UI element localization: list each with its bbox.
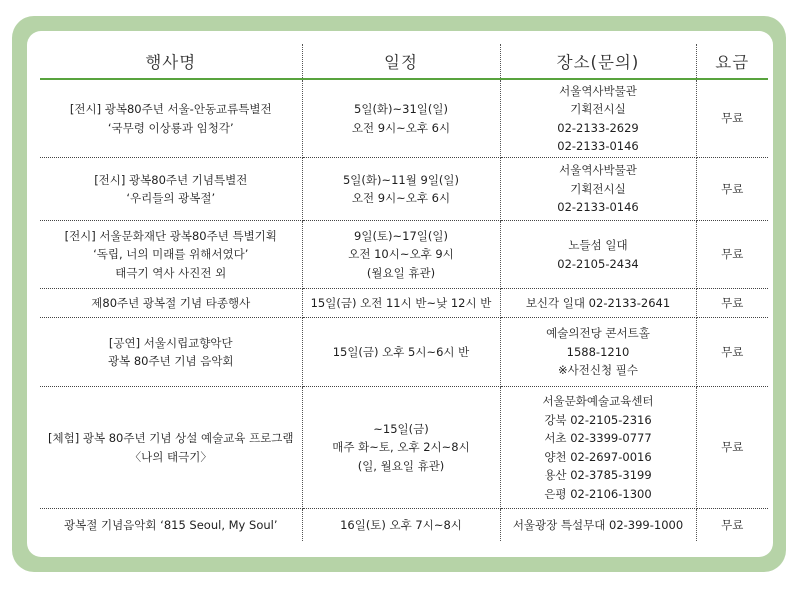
event-name-line: [공연] 서울시립교향악단 [108, 335, 233, 350]
schedule-cell [302, 79, 500, 158]
venue-line: 02-2133-2629 [557, 120, 639, 135]
schedule-line: 9일(토)~17일(일) [354, 228, 448, 243]
schedule-line: (월요일 휴관) [366, 265, 436, 280]
venue-cell [500, 289, 696, 318]
event-name-line: [전시] 서울문화재단 광복80주년 특별기획 [64, 228, 277, 243]
event-name-line: [전시] 광복80주년 기념특별전 [94, 172, 248, 187]
header-event: 행사명 [40, 44, 302, 79]
schedule-cell [302, 221, 500, 289]
fee-cell: 무료 [696, 387, 768, 509]
schedule-line: 5일(화)~31일(일) [354, 102, 448, 116]
header-venue: 장소(문의) [500, 44, 696, 79]
event-name-cell [40, 221, 302, 289]
event-name-cell [40, 289, 302, 318]
venue-cell [500, 158, 696, 221]
schedule-line: 오전 9시~오후 6시 [351, 120, 451, 135]
fee-cell: 무료 [696, 221, 768, 289]
venue-cell [500, 509, 696, 542]
schedule-cell [302, 158, 500, 221]
event-name-line: ‘국무령 이상룡과 임청각’ [107, 120, 234, 135]
venue-line: 서초 02-3399-0777 [544, 431, 652, 445]
venue-line: 02-2133-0146 [557, 139, 639, 153]
event-name-cell [40, 387, 302, 509]
event-name-line: 태극기 역사 사진전 외 [115, 265, 227, 280]
venue-line: 용산 02-3785-3199 [544, 468, 652, 482]
venue-line: 보신각 일대 02-2133-2641 [525, 295, 671, 310]
event-name-cell [40, 318, 302, 387]
fee-cell: 무료 [696, 289, 768, 318]
venue-line: 예술의전당 콘서트홀 [546, 326, 650, 341]
event-name-line: 광복절 기념음악회 ‘815 Seoul, My Soul’ [63, 517, 278, 532]
event-name-line: 〈나의 태극기〉 [129, 449, 212, 464]
event-name-line: 광복 80주년 기념 음악회 [107, 354, 234, 368]
schedule-line: 16일(토) 오후 7시~8시 [340, 517, 462, 532]
venue-line: 서울문화예술교육센터 [542, 394, 654, 408]
venue-line: 서울역사박물관 [559, 83, 637, 98]
fee-cell: 무료 [721, 517, 744, 532]
venue-line: 서울역사박물관 [559, 163, 637, 178]
event-name-line: [전시] 광복80주년 서울-안동교류특별전 [69, 102, 272, 116]
table-row [40, 79, 768, 158]
table-row [40, 387, 768, 509]
event-name-cell [40, 158, 302, 221]
event-name-line: 제80주년 광복절 기념 타종행사 [91, 295, 251, 310]
venue-line: ※사전신청 필수 [558, 363, 638, 378]
fee-cell: 무료 [696, 158, 768, 221]
venue-line: 서울광장 특설무대 02-399-1000 [512, 517, 684, 532]
venue-line: 기획전시실 [570, 181, 626, 196]
table-row [40, 509, 768, 542]
table-row [40, 289, 768, 318]
schedule-line: (일, 월요일 휴관) [357, 458, 445, 473]
table-row [40, 318, 768, 387]
venue-line: 강북 02-2105-2316 [544, 412, 652, 427]
event-name-cell [40, 509, 302, 542]
table-row [40, 221, 768, 289]
schedule-cell [302, 318, 500, 387]
schedule-line: ~15일(금) [373, 421, 429, 436]
schedule-line: 매주 화~토, 오후 2시~8시 [332, 440, 470, 455]
table-row [40, 158, 768, 221]
event-name-line: [체험] 광복 80주년 기념 상설 예술교육 프로그램 [48, 431, 294, 445]
schedule-line: 오전 9시~오후 6시 [351, 191, 451, 205]
event-schedule-table [40, 44, 768, 541]
schedule-line: 15일(금) 오후 5시~6시 반 [332, 344, 470, 359]
venue-line: 02-2105-2434 [557, 256, 639, 271]
venue-line: 1588-1210 [566, 344, 630, 359]
venue-line: 노들섬 일대 [568, 238, 628, 252]
venue-cell [500, 387, 696, 509]
schedule-cell [302, 289, 500, 318]
header-fee: 요금 [696, 44, 768, 79]
fee-cell: 무료 [696, 318, 768, 387]
schedule-line: 오전 10시~오후 9시 [348, 247, 454, 262]
schedule-cell [302, 387, 500, 509]
event-name-line: ‘우리들의 광복절’ [126, 191, 216, 205]
venue-cell [500, 221, 696, 289]
schedule-cell [302, 509, 500, 542]
venue-line: 은평 02-2106-1300 [544, 486, 652, 501]
venue-cell [500, 79, 696, 158]
header-row [40, 44, 768, 79]
venue-cell [500, 318, 696, 387]
schedule-line: 5일(화)~11월 9일(일) [342, 172, 460, 187]
header-schedule: 일정 [302, 44, 500, 79]
event-name-line: ‘독립, 너의 미래를 위해서였다’ [93, 247, 249, 262]
event-name-cell [40, 79, 302, 158]
venue-line: 02-2133-0146 [557, 200, 639, 215]
venue-line: 기획전시실 [570, 102, 626, 116]
schedule-line: 15일(금) 오전 11시 반~낮 12시 반 [310, 295, 492, 310]
venue-line: 양천 02-2697-0016 [544, 449, 652, 464]
fee-cell: 무료 [696, 79, 768, 158]
